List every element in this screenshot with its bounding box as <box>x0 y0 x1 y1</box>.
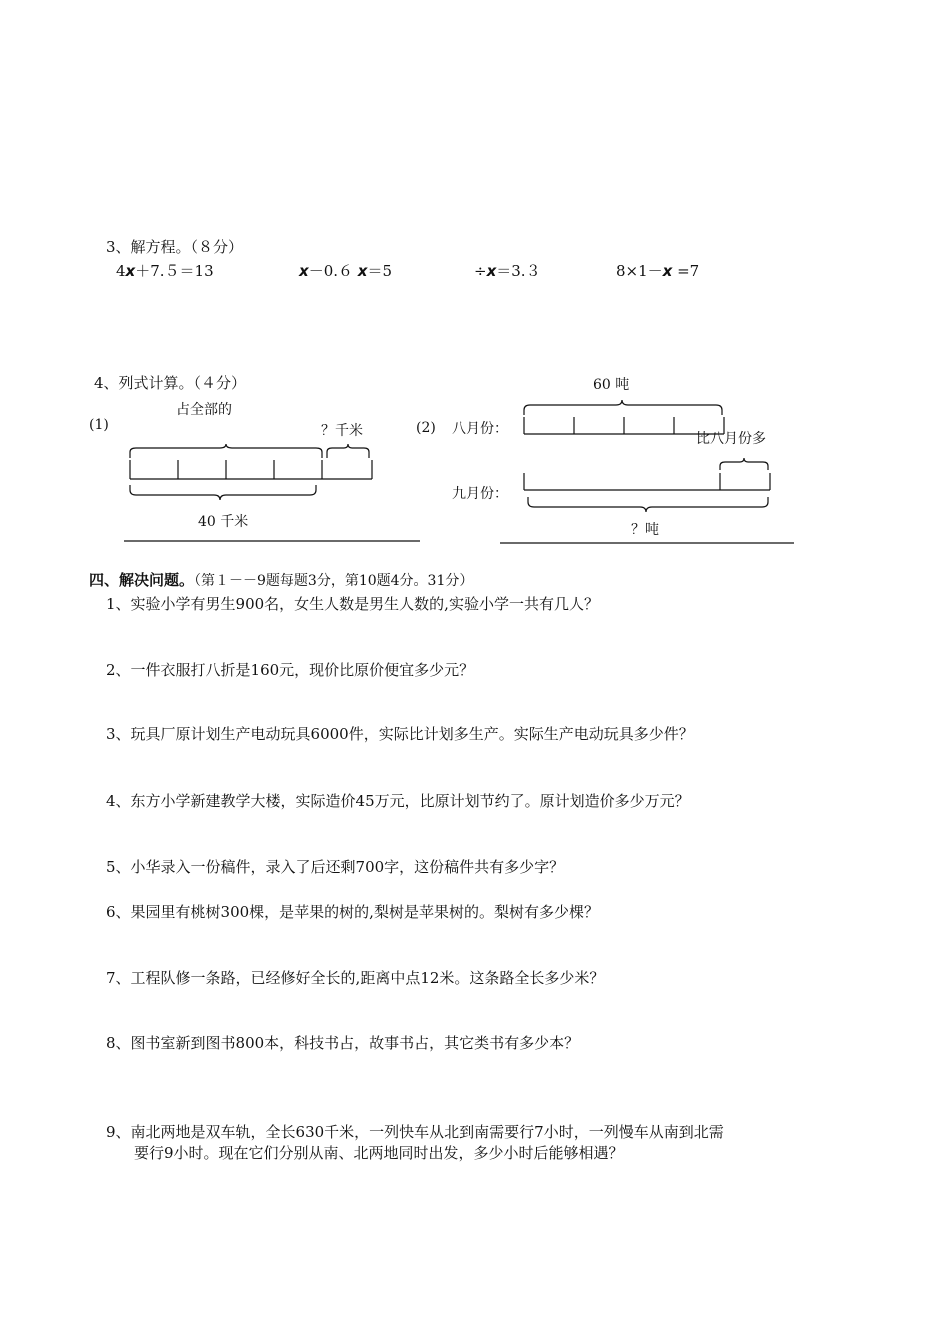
problem-8: 8、图书室新到图书800本，科技书占，故事书占，其它类书有多少本？ <box>106 1034 580 1052</box>
equation-2-var-a: x <box>299 262 309 280</box>
equation-2-var-b: x <box>357 262 368 280</box>
equation-2-rest: ＝5 <box>367 262 393 280</box>
problem-3: 3、玩具厂原计划生产电动玩具6000件，实际比计划多生产。实际生产电动玩具多少件？ <box>106 725 694 743</box>
problem-6: 6、果园里有桃树300棵，是苹果的树的,梨树是苹果树的。梨树有多少棵？ <box>106 903 599 921</box>
diagram2-bottom-label: ？吨 <box>631 522 659 538</box>
diagram1-small-brace <box>327 444 369 458</box>
part4-note: （第１－－9题每题3分，第10题4分。31分） <box>194 573 474 589</box>
equation-1-rest: ＋7.５＝13 <box>135 262 214 280</box>
problem-1: 1、实验小学有男生900名，女生人数是男生人数的,实验小学一共有几人？ <box>106 595 599 613</box>
segment-diagrams <box>0 0 950 600</box>
equation-4-rest: =7 <box>672 262 700 280</box>
problem-7: 7、工程队修一条路，已经修好全长的,距离中点12米。这条路全长多少米？ <box>106 969 605 987</box>
diagram2-row1-label: 八月份： <box>452 421 508 437</box>
diagram2-number: (2) <box>416 420 436 436</box>
section4-heading: 4、列式计算。（４分） <box>94 374 247 392</box>
equation-1-var: x <box>125 262 136 280</box>
diagram1-top-brace <box>130 444 322 458</box>
equation-3-rest: ＝3.３ <box>496 262 541 280</box>
diagram2-row2-label: 九月份： <box>452 486 508 502</box>
diagram2-top-brace <box>524 400 722 415</box>
equation-1-coef: 4 <box>116 262 126 280</box>
part4-title: 四、解决问题。 <box>89 571 195 589</box>
problem-9-line-1: 9、南北两地是双车轨，全长630千米，一列快车从北到南需要行7小时，一列慢车从南到北需 <box>106 1123 724 1141</box>
diagram2-top-label: 60 吨 <box>593 377 630 393</box>
diagram1-top-label: 占全部的 <box>176 402 232 418</box>
diagram1-bottom-label: 40 千米 <box>198 514 249 530</box>
part4-header <box>89 569 473 590</box>
diagram2-more-brace <box>720 458 768 470</box>
problem-4: 4、东方小学新建教学大楼，实际造价45万元，比原计划节约了。原计划造价多少万元？ <box>106 792 690 810</box>
diagram2-bottom-brace <box>528 497 768 512</box>
equation-4-left: 8×1－ <box>616 262 663 280</box>
problem-5: 5、小华录入一份稿件，录入了后还剩700字，这份稿件共有多少字？ <box>106 858 565 876</box>
section3-heading: 3、解方程。（８分） <box>106 238 244 256</box>
equation-3-op: ÷ <box>474 262 487 280</box>
diagram2-more-label: 比八月份多 <box>696 431 766 447</box>
diagram1-bottom-brace <box>130 485 316 500</box>
equation-4-var: x <box>662 262 673 280</box>
problem-9-line-2: 要行9小时。现在它们分别从南、北两地同时出发，多少小时后能够相遇？ <box>134 1144 624 1162</box>
equation-3-var: x <box>486 262 497 280</box>
problem-2: 2、一件衣服打八折是160元，现价比原价便宜多少元？ <box>106 661 475 679</box>
diagram1-question-label: ？千米 <box>321 423 363 439</box>
diagram1-number: (1) <box>89 417 109 433</box>
equation-2-mid: －0.６ <box>308 262 353 280</box>
